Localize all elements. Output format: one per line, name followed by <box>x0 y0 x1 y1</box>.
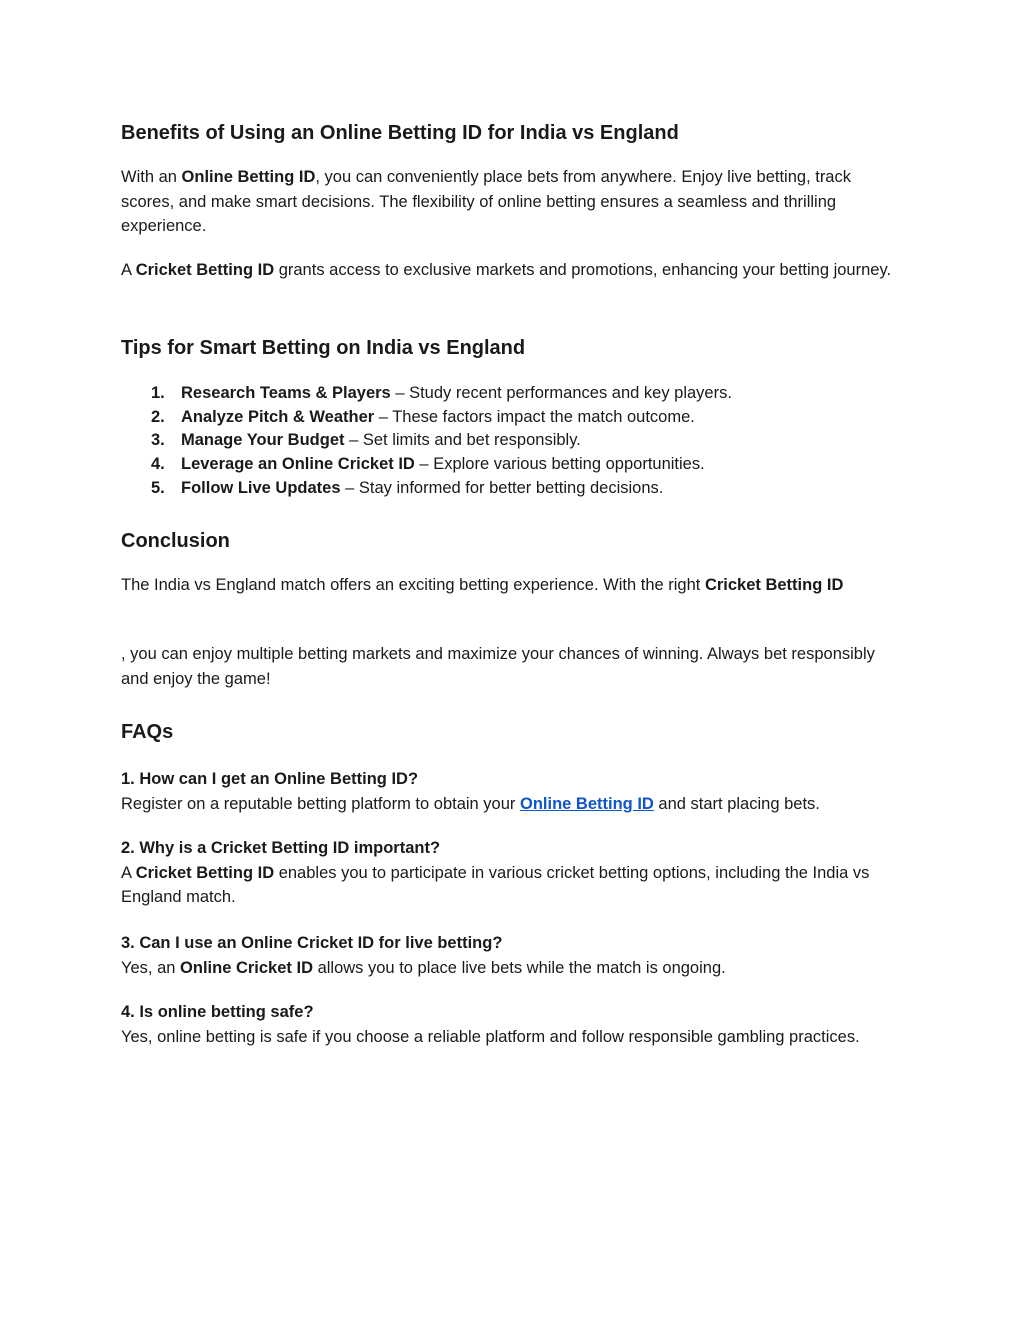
bold-term: Online Cricket ID <box>180 958 313 977</box>
list-item-title: Manage Your Budget <box>181 431 345 450</box>
list-number: 2. <box>151 407 165 426</box>
faq-question: 2. Why is a Cricket Betting ID important? <box>121 839 441 857</box>
list-item <box>121 429 732 453</box>
faq-answer: Yes, online betting is safe if you choose a reliable platform and follow responsible gambling practices. <box>121 1027 860 1046</box>
faq-2 <box>121 836 896 910</box>
list-number: 5. <box>151 478 165 497</box>
bold-term: Cricket Betting ID <box>704 576 844 594</box>
online-betting-id-link[interactable]: Online Betting ID <box>520 794 654 813</box>
bold-term: Cricket Betting ID <box>135 261 275 279</box>
faqs-heading: FAQs <box>121 721 174 743</box>
benefits-heading: Benefits of Using an Online Betting ID for India vs England <box>121 122 679 144</box>
list-number: 4. <box>151 455 165 474</box>
list-item-text: – Explore various betting opportunities. <box>414 455 705 474</box>
benefits-paragraph-1 <box>121 165 896 239</box>
list-item <box>121 477 732 501</box>
faq-question: 1. How can I get an Online Betting ID? <box>121 770 419 788</box>
faq-1 <box>121 767 896 816</box>
tips-heading: Tips for Smart Betting on India vs England <box>121 337 526 359</box>
list-item-text: – Study recent performances and key players. <box>390 384 732 402</box>
list-item <box>121 382 732 406</box>
list-item-text: – These factors impact the match outcome. <box>374 407 695 426</box>
text-run: enables you to participate in various cricket betting options, including the India vs England match. <box>121 863 870 906</box>
bold-term: Online Betting ID <box>181 168 316 186</box>
text-run: A <box>121 863 136 882</box>
text-run: grants access to exclusive markets and promotions, enhancing your betting journey. <box>274 261 892 279</box>
faq-question: 4. Is online betting safe? <box>121 1003 314 1021</box>
benefits-paragraph-2 <box>121 258 896 283</box>
list-item-title: Leverage an Online Cricket ID <box>181 455 415 474</box>
list-item <box>121 453 732 477</box>
faq-4 <box>121 1000 896 1049</box>
tips-list <box>121 382 732 501</box>
conclusion-paragraph-1 <box>121 573 896 598</box>
text-run: A <box>121 261 136 279</box>
text-run: Register on a reputable betting platform to obtain your <box>121 794 520 813</box>
bold-term: Cricket Betting ID <box>135 863 275 882</box>
list-item-title: Research Teams & Players <box>181 384 391 402</box>
text-run: and start placing bets. <box>653 794 820 813</box>
conclusion-paragraph-2: , you can enjoy multiple betting markets and maximize your chances of winning. Always bet responsibly and enjoy the game! <box>121 645 875 688</box>
text-run: The India vs England match offers an exciting betting experience. With the right <box>121 576 705 594</box>
text-run: Yes, an <box>121 958 181 977</box>
list-number: 3. <box>151 431 165 450</box>
list-item-title: Follow Live Updates <box>181 478 341 497</box>
text-run: With an <box>121 168 182 186</box>
faq-question: 3. Can I use an Online Cricket ID for live betting? <box>121 934 503 952</box>
list-item-title: Analyze Pitch & Weather <box>181 407 375 426</box>
list-item-text: – Set limits and bet responsibly. <box>344 431 581 450</box>
text-run: , you can conveniently place bets from anywhere. Enjoy live betting, track scores, and make smart decisions. The flexibility of online betting ensures a seamless and thrilling experience. <box>121 168 851 235</box>
text-run: allows you to place live bets while the match is ongoing. <box>312 958 726 977</box>
list-number: 1. <box>151 384 165 402</box>
list-item-text: – Stay informed for better betting decisions. <box>340 478 664 497</box>
faq-3 <box>121 931 896 980</box>
list-item <box>121 406 732 430</box>
conclusion-heading: Conclusion <box>121 530 230 552</box>
